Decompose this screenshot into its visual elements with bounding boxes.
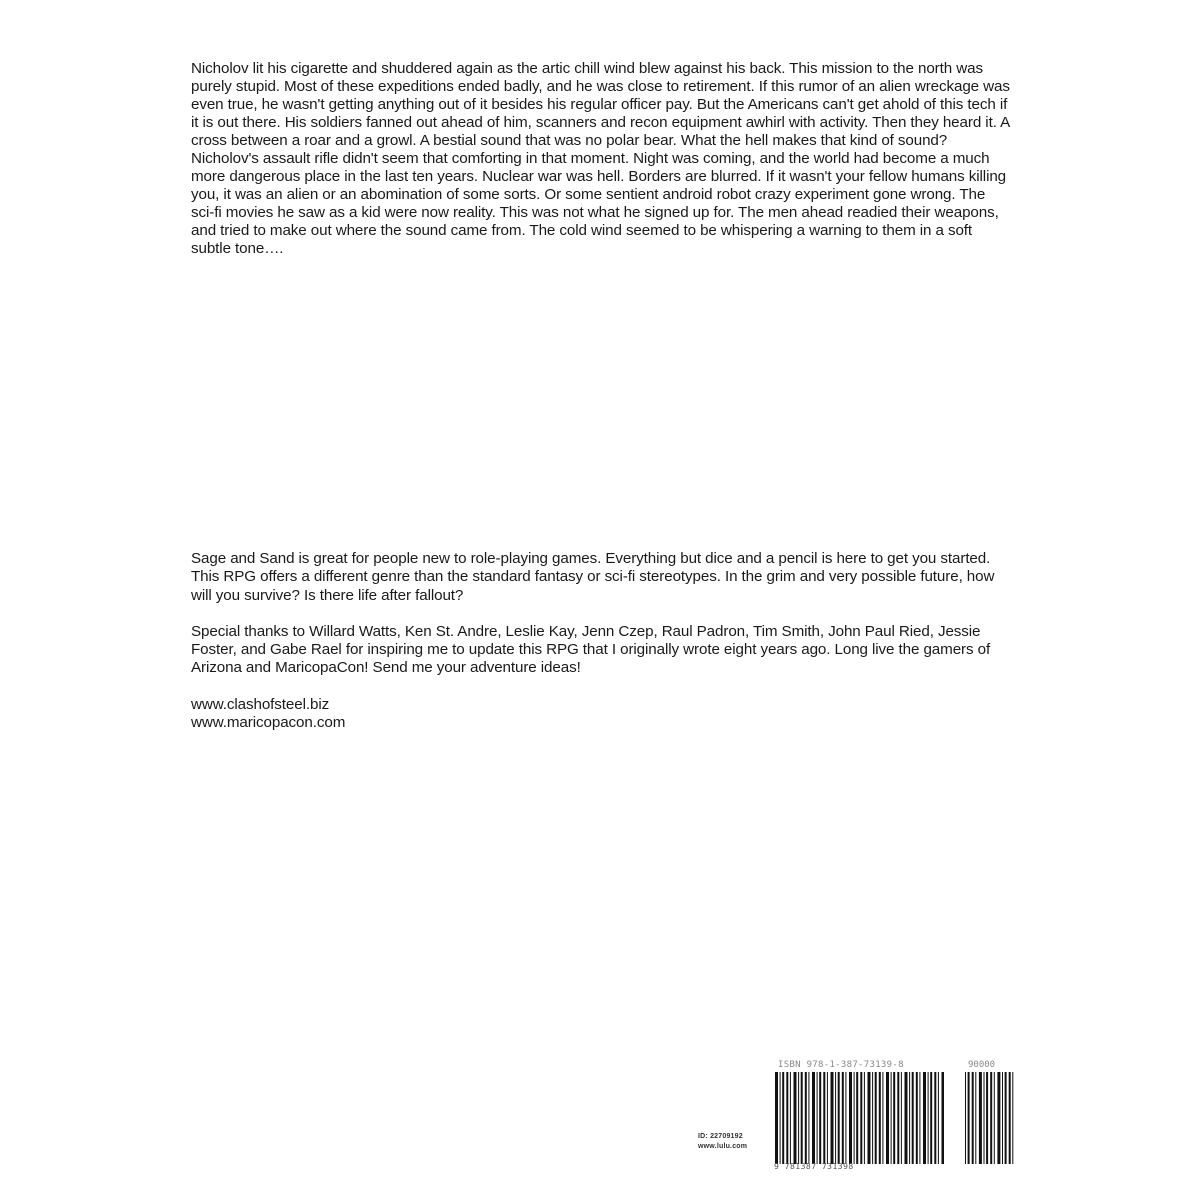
barcode-bar	[801, 1072, 803, 1164]
lulu-id: ID: 22709192	[698, 1133, 743, 1140]
barcode-bar	[968, 1072, 970, 1164]
barcode-bar	[782, 1072, 784, 1164]
barcode-bar	[827, 1072, 828, 1164]
blurb-intro: Sage and Sand is great for people new to role-playing games. Everything but dice and a pencil is here to get you started. This RPG offers a different genre than the standard fantasy or sci-fi stereotypes. In the grim and very possible future, how will you survive? Is there life after fallout?	[191, 550, 995, 604]
barcode-bar	[997, 1072, 1000, 1164]
barcode-bar	[786, 1072, 788, 1164]
story-paragraph-1: Nicholov lit his cigarette and shuddered again as the artic chill wind blew against his back. This mission to the north was purely stupid. Most of these expeditions ended badly, and he was close to retirement. If this rumor of an alien wreckage was even true, he wasn't getting anything out of it besides his regular officer pay. But the Americans can't get ahold of this tech if it is out there. His soldiers fanned out ahead of him, scanners and recon equipment awhirl with activity. Then they heard it. A cross between a roar and a growl. A bestial sound that was no polar bear. What the hell makes that kind of sound?	[191, 60, 1010, 149]
barcode-bar	[984, 1072, 985, 1164]
barcode-bar	[912, 1072, 914, 1164]
barcode-bar	[798, 1072, 799, 1164]
barcode-bar	[868, 1072, 871, 1164]
barcode-bar	[990, 1072, 992, 1164]
website-link[interactable]: www.clashofsteel.biz	[191, 695, 330, 713]
barcode-bar	[923, 1072, 926, 1164]
barcode-bar	[812, 1072, 815, 1164]
barcode-bar	[794, 1072, 797, 1164]
barcode-bar	[930, 1072, 932, 1164]
barcode-bar	[938, 1072, 939, 1164]
barcode-bar	[817, 1072, 818, 1164]
barcode-bar	[916, 1072, 918, 1164]
barcode-bar	[864, 1072, 865, 1164]
barcode-bar	[909, 1072, 910, 1164]
barcode-bar	[808, 1072, 809, 1164]
story-paragraph-2: Nicholov's assault rifle didn't seem that comforting in that moment. Night was coming, and the world had become a much more dangerous place in the last ten years. Nuclear war was hell. Borders are blurred. If it wasn't your fellow humans killing you, it was an alien or an abomination of some sorts. Or some sentient android robot crazy experiment gone wrong. The sci-fi movies he saw as a kid were now reality. This was not what he signed up for. The men ahead readied their weapons, and tried to make out where the sound came from. The cold wind seemed to be whispering a warning to them in a soft subtle tone….	[191, 150, 1007, 257]
barcode-bar	[842, 1072, 844, 1164]
barcode-bar	[823, 1072, 825, 1164]
barcode-bar	[882, 1072, 883, 1164]
barcode-bar	[1005, 1072, 1007, 1164]
barcode-bar	[886, 1072, 889, 1164]
ean-digits: 9 781387 731398	[774, 1162, 854, 1171]
blurb-thanks: Special thanks to Willard Watts, Ken St. Andre, Leslie Kay, Jenn Czep, Raul Padron, Tim Smith, John Paul Ried, Jessie Foster, and Gabe Rael for inspiring me to update this RPG that I originally wrote eight years ago. Long live the gamers of Arizona and MaricopaCon! Send me your adventure ideas!	[191, 622, 991, 677]
barcode-bar	[897, 1072, 899, 1164]
barcode-bar	[893, 1072, 895, 1164]
barcode-bar	[849, 1072, 852, 1164]
barcode-bar	[942, 1072, 945, 1164]
barcode-bar	[845, 1072, 846, 1164]
barcode-bar	[780, 1072, 781, 1164]
price-addon-digits: 90000	[968, 1060, 996, 1070]
barcode-bar	[875, 1072, 877, 1164]
barcode-bar	[965, 1072, 966, 1164]
barcode-bar	[905, 1072, 908, 1164]
barcode-bar	[879, 1072, 881, 1164]
barcode-bar	[872, 1072, 873, 1164]
book-blurb	[191, 550, 1011, 732]
website-link[interactable]: www.maricopacon.com	[191, 714, 346, 732]
barcode-bar	[994, 1072, 995, 1164]
barcode-bar	[1002, 1072, 1003, 1164]
barcode-bar	[860, 1072, 862, 1164]
barcode-area	[690, 1060, 1030, 1172]
lulu-info	[698, 1132, 747, 1152]
barcode-bar	[805, 1072, 807, 1164]
barcode-bar	[790, 1072, 791, 1164]
barcode-bar	[986, 1072, 988, 1164]
barcode-bar	[891, 1072, 892, 1164]
addon-barcode	[964, 1072, 1016, 1164]
barcode-bar	[775, 1072, 778, 1164]
barcode-bar	[856, 1072, 858, 1164]
barcode-bar	[1009, 1072, 1011, 1164]
barcode-bar	[838, 1072, 840, 1164]
barcode-bar	[831, 1072, 834, 1164]
barcode-bar	[979, 1072, 982, 1164]
isbn-barcode	[774, 1072, 944, 1164]
website-links	[191, 696, 1011, 733]
barcode-bar	[972, 1072, 974, 1164]
barcode-bar	[819, 1072, 821, 1164]
barcode-bar	[975, 1072, 976, 1164]
lulu-site: www.lulu.com	[698, 1143, 748, 1150]
barcode-bar	[901, 1072, 902, 1164]
isbn-label: ISBN 978-1-387-73139-8	[778, 1060, 904, 1070]
barcode-bar	[934, 1072, 936, 1164]
barcode-bar	[928, 1072, 929, 1164]
barcode-bar	[835, 1072, 836, 1164]
story-excerpt	[191, 60, 1011, 258]
barcode-bar	[1012, 1072, 1013, 1164]
barcode-bar	[854, 1072, 855, 1164]
barcode-bar	[919, 1072, 920, 1164]
